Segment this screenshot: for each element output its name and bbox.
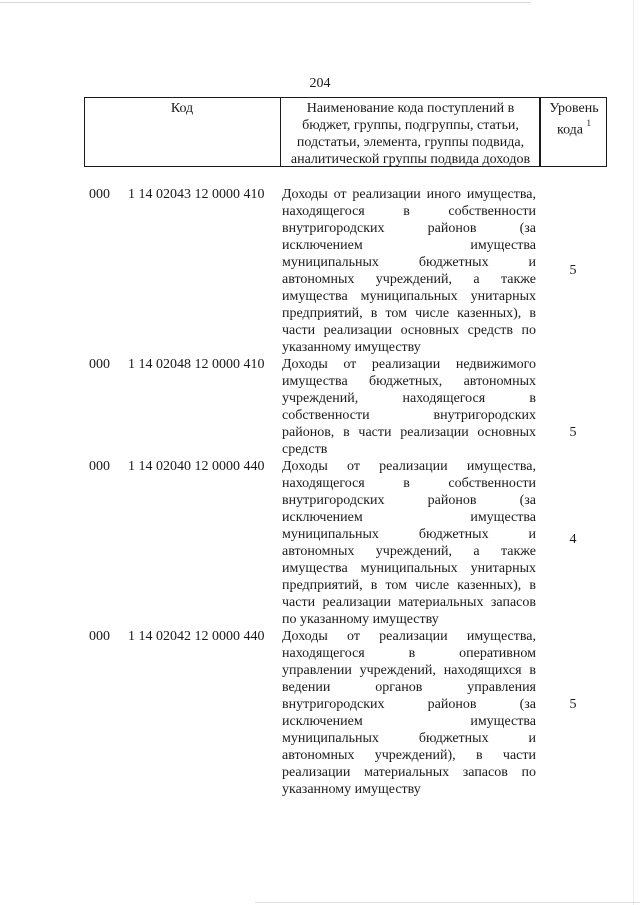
name-line: Доходы от реализации недвижимого	[282, 357, 536, 372]
level-value: 4	[569, 532, 577, 547]
name-line: исключением имущества	[282, 238, 536, 253]
header-level-line2: кода $^1$	[556, 118, 592, 138]
header-name	[281, 100, 540, 168]
name-line: указанному имуществу	[282, 340, 421, 355]
budget-code: 000	[89, 187, 110, 202]
name-line: внутригородских районов (за	[282, 221, 536, 236]
header-name-line: аналитической группы подвида доходов	[290, 152, 531, 167]
name-line: Доходы от реализации иного имущества,	[282, 187, 536, 202]
budget-code: 000	[89, 629, 110, 644]
name-line: собственности внутригородских	[282, 408, 536, 423]
name-line: по указанному имуществу	[282, 612, 439, 627]
footnote-marker: 1	[586, 118, 592, 128]
income-name	[282, 628, 536, 798]
name-line: указанному имуществу	[282, 782, 421, 797]
budget-code: 000	[89, 357, 110, 372]
level-value: 5	[569, 425, 577, 440]
name-line: имущества муниципальных унитарных	[282, 561, 536, 576]
header-name-line: бюджет, группы, подгруппы, статьи,	[302, 118, 519, 133]
name-line: автономных учреждений, а также	[282, 544, 536, 559]
header-level	[541, 100, 607, 139]
income-code: 1 14 02040 12 0000 440	[128, 459, 265, 474]
name-line: внутригородских районов (за	[282, 697, 536, 712]
name-line: находящегося в оперативном	[282, 646, 536, 661]
header-name-line: Наименование кода поступлений в	[306, 101, 515, 116]
name-line: части реализации материальных запасов	[282, 595, 536, 610]
header-level-line1: Уровень	[549, 101, 599, 116]
name-line: внутригородских районов (за	[282, 493, 536, 508]
name-line: реализации материальных запасов по	[282, 765, 536, 780]
scan-edge-right	[633, 0, 634, 905]
scan-edge-top	[0, 2, 530, 3]
name-line: имущества муниципальных унитарных	[282, 289, 536, 304]
table-header	[84, 97, 540, 167]
level-value: 5	[569, 263, 577, 278]
income-code: 1 14 02043 12 0000 410	[128, 187, 265, 202]
name-line: исключением имущества	[282, 714, 536, 729]
name-line: находящегося в собственности	[282, 476, 536, 491]
name-line: находящегося в собственности	[282, 204, 536, 219]
name-line: учреждений, находящегося в	[282, 391, 536, 406]
name-line: Доходы от реализации имущества,	[282, 459, 536, 474]
name-line: предприятий, в том числе казенных), в	[282, 578, 536, 593]
name-line: предприятий, в том числе казенных), в	[282, 306, 536, 321]
income-code: 1 14 02042 12 0000 440	[128, 629, 265, 644]
page-number: 204	[309, 76, 331, 91]
name-line: исключением имущества	[282, 510, 536, 525]
name-line: муниципальных бюджетных и	[282, 527, 536, 542]
income-name	[282, 356, 536, 458]
name-line: имущества бюджетных, автономных	[282, 374, 536, 389]
income-name	[282, 458, 536, 628]
income-name	[282, 186, 536, 356]
name-line: управлении учреждений, находящихся в	[282, 663, 536, 678]
name-line: автономных учреждений, а также	[282, 272, 536, 287]
income-code: 1 14 02048 12 0000 410	[128, 357, 265, 372]
scan-edge-bottom	[255, 902, 640, 903]
header-code: Код	[170, 101, 194, 116]
level-value: 5	[569, 697, 577, 712]
name-line: части реализации основных средств по	[282, 323, 536, 338]
header-name-line: подстатьи, элемента, группы подвида,	[296, 135, 525, 150]
budget-code: 000	[89, 459, 110, 474]
name-line: муниципальных бюджетных и	[282, 255, 536, 270]
name-line: Доходы от реализации имущества,	[282, 629, 536, 644]
name-line: автономных учреждений), в части	[282, 748, 536, 763]
name-line: средств	[282, 442, 328, 457]
name-line: ведении органов управления	[282, 680, 536, 695]
name-line: муниципальных бюджетных и	[282, 731, 536, 746]
name-line: районов, в части реализации основных	[282, 425, 536, 440]
